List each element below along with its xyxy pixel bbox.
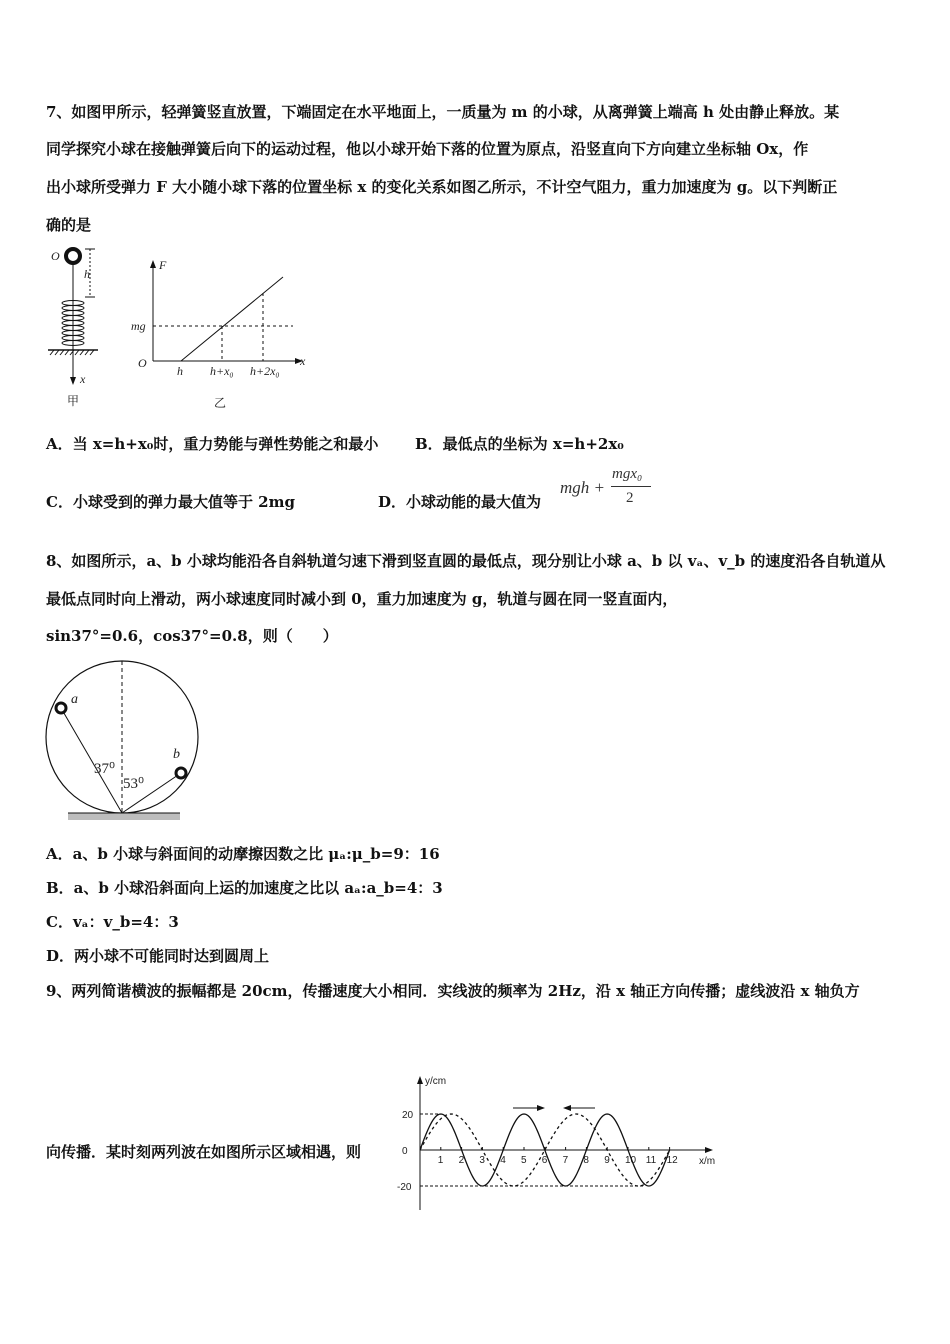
x-tick-label: 3 — [479, 1155, 485, 1166]
q8-figure-circle — [44, 655, 204, 825]
label-a: a — [71, 692, 78, 707]
q9-line-2: 向传播．某时刻两列波在如图所示区域相遇，则 — [46, 1143, 362, 1161]
q7-option-c[interactable]: C．小球受到的弹力最大值等于 2mg — [46, 493, 295, 511]
x-tick-label: 4 — [500, 1155, 506, 1166]
label-b: b — [173, 747, 180, 762]
force-line — [181, 277, 283, 361]
q8-option-a[interactable]: A．a、b 小球与斜面间的动摩擦因数之比 μₐ:μ_b=9：16 — [46, 845, 440, 863]
q8-line-2: 最低点同时向上滑动，两小球速度同时减小到 0，重力加速度为 g，轨道与圆在同一竖直面内， — [46, 590, 678, 608]
q7-figure-spring — [40, 245, 120, 415]
q8-line-3: sin37°=0.6，cos37°=0.8，则（ ） — [46, 627, 338, 645]
q8-option-d[interactable]: D．两小球不可能同时达到圆周上 — [46, 947, 270, 965]
x-tick-label: 5 — [521, 1155, 527, 1166]
q7-line-4: 确的是 — [46, 216, 92, 234]
ball — [66, 249, 80, 263]
formula-denominator: 2 — [626, 490, 634, 506]
q7-line-3: 出小球所受弹力 F 大小随小球下落的位置坐标 x 的变化关系如图乙所示，不计空气阻力，重力加速度为 g。以下判断正 — [46, 178, 838, 196]
q9-line-1: 9、两列简谐横波的振幅都是 20cm，传播速度大小相同．实线波的频率为 2Hz，沿 x 轴正方向传播；虚线波沿 x 轴负方 — [46, 982, 860, 1000]
x-tick-label: 11 — [645, 1155, 657, 1166]
formula-lead: mgh + — [560, 478, 605, 497]
x-axis-label: x — [80, 372, 86, 386]
x-tick-label: 2 — [458, 1155, 465, 1166]
x-axis-label: x — [300, 354, 306, 368]
caption-jia: 甲 — [67, 394, 80, 408]
q7-line-1: 7、如图甲所示，轻弹簧竖直放置，下端固定在水平地面上，一质量为 m 的小球，从离弹簧上端高 h 处由静止释放。某 — [46, 103, 840, 121]
ball-a — [56, 703, 66, 713]
f-axis-label: F — [159, 258, 167, 272]
q8-option-c[interactable]: C．vₐ：v_b=4：3 — [46, 913, 179, 931]
x-tick-label: 6 — [541, 1155, 548, 1166]
origin-label: O — [51, 249, 60, 263]
x-tick-label: 1 — [437, 1155, 444, 1166]
caption-yi: 乙 — [214, 396, 227, 410]
tick-h: h — [177, 364, 183, 378]
q7-option-a[interactable]: A．当 x=h+x₀时，重力势能与弹性势能之和最小 — [46, 435, 379, 453]
q8-option-b[interactable]: B．a、b 小球沿斜面向上运的加速度之比以 aₐ:a_b=4：3 — [46, 879, 443, 897]
ball-b — [176, 768, 186, 778]
q8-line-1: 8、如图所示，a、b 小球均能沿各自斜轨道匀速下滑到竖直圆的最低点，现分别让小球 a、b 以 vₐ、v_b 的速度沿各自轨道从 — [46, 552, 886, 570]
angle-37: 37⁰ — [94, 761, 116, 777]
origin-label: O — [138, 356, 147, 370]
arrow-left — [563, 1105, 595, 1111]
tick-h-x0: h+x₀ — [210, 364, 234, 378]
ground — [68, 813, 180, 820]
angle-53: 53⁰ — [123, 776, 145, 792]
arrow-right — [513, 1105, 545, 1111]
x-tick-label: 8 — [583, 1155, 589, 1166]
mg-label: mg — [131, 319, 146, 333]
q9-wave-chart — [395, 1070, 730, 1215]
q7-figure-graph — [128, 255, 318, 415]
q7-line-2: 同学探究小球在接触弹簧后向下的运动过程，他以小球开始下落的位置为原点，沿竖直向下方向建立坐标轴 Ox，作 — [46, 140, 809, 158]
height-label: h — [84, 267, 90, 281]
q7-option-d[interactable]: D．小球动能的最大值为 — [378, 493, 542, 511]
x-tick-label: 9 — [604, 1155, 610, 1166]
q7-option-b[interactable]: B．最低点的坐标为 x=h+2x₀ — [415, 435, 624, 453]
x-tick-label: 12 — [666, 1155, 678, 1166]
y-tick-label: 0 — [402, 1146, 408, 1157]
x-tick-label: 7 — [562, 1155, 569, 1166]
y-tick-label: -20 — [397, 1182, 412, 1193]
tick-h-2x0: h+2x₀ — [250, 364, 280, 378]
x-tick-label: 10 — [625, 1155, 637, 1166]
y-tick-label: 20 — [402, 1110, 414, 1121]
fraction-bar — [611, 486, 651, 487]
x-axis-title: x/m — [699, 1156, 716, 1167]
y-axis-title: y/cm — [425, 1076, 447, 1087]
formula-numerator: mgx₀ — [612, 466, 643, 482]
